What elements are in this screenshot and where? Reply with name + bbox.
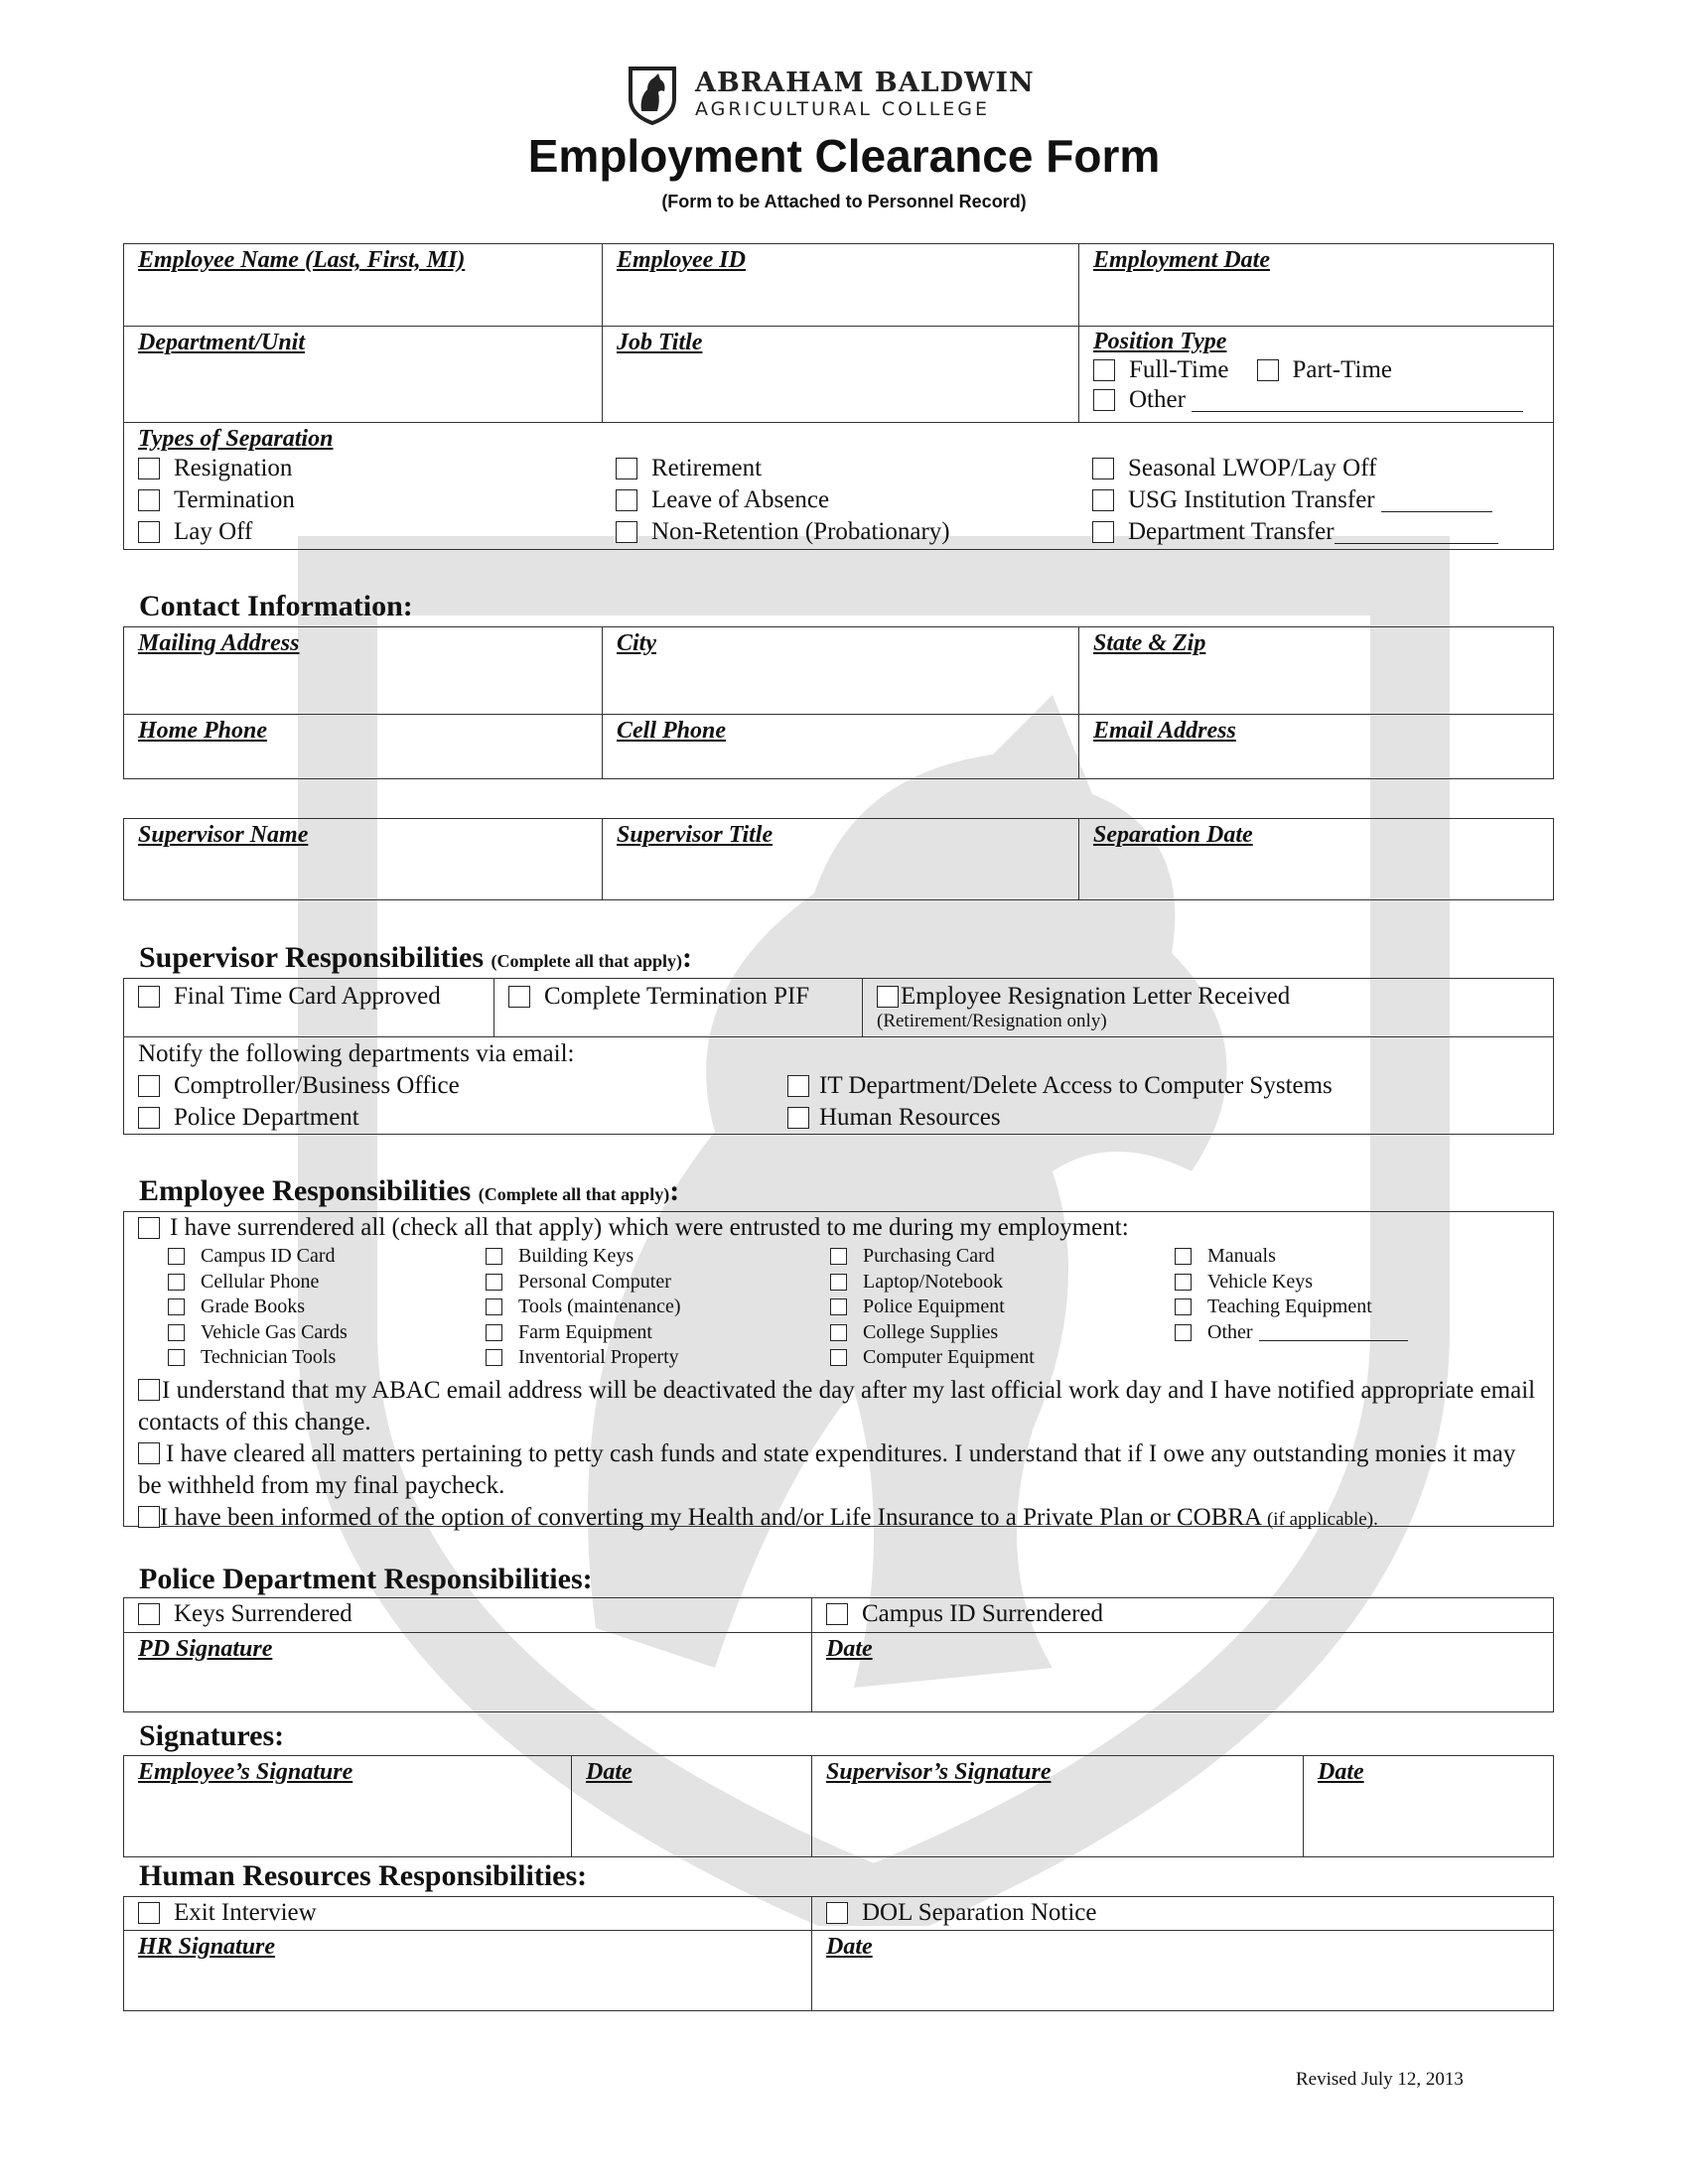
item-label: Personal Computer — [518, 1270, 671, 1293]
supervisor-title-field[interactable] — [602, 819, 1078, 899]
supervisor-sig-date-field[interactable] — [1303, 1756, 1553, 1856]
termination-pif-label: Complete Termination PIF — [544, 983, 810, 1010]
item-checkbox[interactable] — [168, 1248, 185, 1265]
employment-date-label: Employment Date — [1093, 247, 1270, 273]
surrender-item[interactable] — [168, 1295, 486, 1320]
state-zip-label: State & Zip — [1093, 630, 1206, 656]
surrender-item[interactable] — [830, 1295, 1175, 1320]
item-label: Other — [1207, 1320, 1253, 1343]
surrendered-checkbox[interactable] — [138, 1217, 160, 1239]
surrendered-option[interactable] — [138, 1212, 1539, 1244]
surrender-item[interactable] — [168, 1345, 486, 1371]
item-checkbox[interactable] — [486, 1324, 502, 1341]
resignation-label: Resignation — [174, 455, 293, 481]
item-checkbox[interactable] — [1175, 1298, 1192, 1315]
dol-notice-label: DOL Separation Notice — [862, 1899, 1097, 1926]
cell-phone-label: Cell Phone — [617, 718, 727, 744]
campus-id-surrendered-option[interactable] — [826, 1598, 1539, 1630]
home-phone-field[interactable] — [124, 715, 602, 778]
separation-option[interactable] — [1092, 516, 1539, 548]
item-label: Laptop/Notebook — [863, 1270, 1004, 1293]
item-checkbox[interactable] — [168, 1349, 185, 1366]
non-retention-label: Non-Retention (Probationary) — [651, 518, 950, 545]
supervisor-name-field[interactable] — [124, 819, 602, 899]
resignation-letter-checkbox[interactable] — [877, 986, 899, 1008]
employee-resp-heading — [139, 1174, 679, 1208]
employee-id-label: Employee ID — [617, 247, 746, 273]
hr-date-field[interactable] — [811, 1931, 1553, 2010]
comptroller-checkbox[interactable] — [138, 1075, 160, 1097]
surrender-item[interactable] — [168, 1320, 486, 1346]
email-deactivation-statement[interactable] — [138, 1375, 1539, 1438]
hr-signature-label: HR Signature — [138, 1934, 276, 1960]
separation-date-label: Separation Date — [1093, 822, 1253, 848]
final-time-card-checkbox[interactable] — [138, 986, 160, 1008]
keys-surrendered-option[interactable] — [138, 1598, 797, 1630]
retirement-label: Retirement — [651, 455, 763, 481]
supervisor-name-label: Supervisor Name — [138, 822, 309, 848]
supervisor-resp-table — [123, 978, 1554, 1135]
other-position-blank[interactable] — [1192, 388, 1523, 412]
resignation-letter-label: Employee Resignation Letter Received — [901, 983, 1291, 1010]
exit-interview-checkbox[interactable] — [138, 1902, 160, 1924]
item-checkbox[interactable] — [168, 1298, 185, 1315]
job-title-label: Job Title — [617, 330, 703, 355]
exit-interview-label: Exit Interview — [174, 1899, 317, 1926]
item-checkbox[interactable] — [830, 1349, 847, 1366]
employee-resp-colon: : — [669, 1174, 680, 1207]
item-checkbox[interactable] — [830, 1248, 847, 1265]
notify-it-option[interactable] — [787, 1070, 1539, 1102]
surrendered-text: I have surrendered all (check all that apply) which were entrusted to me during my employment: — [170, 1214, 1129, 1241]
other-item-blank[interactable] — [1259, 1323, 1408, 1341]
contact-heading: Contact Information: — [139, 590, 413, 622]
separation-option[interactable] — [138, 516, 616, 548]
surrender-item[interactable] — [486, 1345, 830, 1371]
item-checkbox[interactable] — [486, 1274, 502, 1291]
signatures-heading: Signatures: — [139, 1719, 285, 1752]
department-label: Department/Unit — [138, 330, 306, 355]
department-transfer-label: Department Transfer — [1128, 518, 1335, 545]
employee-resp-title: Employee Responsibilities — [139, 1174, 472, 1207]
employee-resp-table — [123, 1211, 1554, 1531]
insurance-note: (if applicable). — [1266, 1508, 1378, 1530]
pd-signature-label: PD Signature — [138, 1636, 273, 1662]
item-label: Police Equipment — [863, 1296, 1005, 1317]
department-transfer-checkbox[interactable] — [1092, 521, 1114, 543]
item-checkbox[interactable] — [486, 1298, 502, 1315]
notify-police-option[interactable] — [138, 1102, 787, 1134]
termination-pif-checkbox[interactable] — [508, 986, 530, 1008]
supervisor-signature-field[interactable] — [811, 1756, 1303, 1856]
separation-option[interactable] — [1092, 484, 1539, 516]
supervisor-resp-colon: : — [682, 941, 693, 974]
leave-of-absence-checkbox[interactable] — [616, 489, 637, 511]
leave-of-absence-label: Leave of Absence — [651, 486, 830, 513]
notify-departments-text: Notify the following departments via email: — [138, 1040, 575, 1067]
final-time-card-option[interactable] — [138, 981, 480, 1013]
non-retention-checkbox[interactable] — [616, 521, 637, 543]
item-checkbox[interactable] — [1175, 1274, 1192, 1291]
police-notify-checkbox[interactable] — [138, 1107, 160, 1129]
separation-types-group — [138, 425, 1539, 547]
notify-comptroller-option[interactable] — [138, 1070, 787, 1102]
exit-interview-option[interactable] — [138, 1897, 797, 1929]
logo-college-subtitle: AGRICULTURAL COLLEGE — [695, 98, 991, 120]
state-zip-field[interactable] — [1078, 627, 1553, 714]
supervisor-resp-title: Supervisor Responsibilities — [139, 941, 485, 974]
item-label: Campus ID Card — [201, 1245, 336, 1267]
separation-option[interactable] — [138, 453, 616, 484]
contact-info-table — [123, 626, 1554, 779]
usg-transfer-checkbox[interactable] — [1092, 489, 1114, 511]
employee-id-field[interactable] — [602, 244, 1078, 326]
item-checkbox[interactable] — [1175, 1324, 1192, 1341]
termination-label: Termination — [174, 486, 295, 513]
insurance-statement[interactable] — [138, 1502, 1539, 1536]
insurance-checkbox[interactable] — [138, 1506, 160, 1528]
horse-shield-icon — [628, 66, 677, 125]
other-position-label: Other — [1129, 386, 1186, 413]
hr-notify-label: Human Resources — [819, 1104, 1001, 1131]
pd-date-field[interactable] — [811, 1633, 1553, 1711]
full-time-label: Full-Time — [1129, 356, 1229, 383]
surrender-item[interactable] — [830, 1320, 1175, 1346]
keys-surrendered-label: Keys Surrendered — [174, 1600, 352, 1627]
department-field[interactable] — [124, 327, 602, 422]
item-checkbox[interactable] — [1175, 1248, 1192, 1265]
pd-signature-field[interactable] — [124, 1633, 811, 1711]
resignation-checkbox[interactable] — [138, 458, 160, 479]
cell-phone-field[interactable] — [602, 715, 1078, 778]
it-dept-checkbox[interactable] — [787, 1075, 809, 1097]
supervisor-sig-date-label: Date — [1318, 1759, 1364, 1785]
hr-signature-field[interactable] — [124, 1931, 811, 2010]
hr-date-label: Date — [826, 1934, 873, 1960]
item-label: Farm Equipment — [518, 1320, 652, 1343]
campus-id-surrendered-checkbox[interactable] — [826, 1603, 848, 1625]
item-label: Teaching Equipment — [1207, 1296, 1372, 1317]
part-time-label: Part-Time — [1292, 356, 1392, 383]
surrender-item[interactable] — [168, 1244, 486, 1270]
hr-resp-heading: Human Resources Responsibilities: — [139, 1859, 588, 1892]
supervisor-title-label: Supervisor Title — [617, 822, 774, 848]
item-checkbox[interactable] — [168, 1324, 185, 1341]
separation-date-field[interactable] — [1078, 819, 1553, 899]
petty-cash-checkbox[interactable] — [138, 1442, 160, 1464]
position-type-label: Position Type — [1093, 329, 1227, 354]
surrender-item[interactable] — [1175, 1295, 1519, 1320]
hr-notify-checkbox[interactable] — [787, 1107, 809, 1129]
surrender-item[interactable] — [486, 1244, 830, 1270]
termination-checkbox[interactable] — [138, 489, 160, 511]
position-type-group — [1078, 327, 1553, 422]
separation-types-label: Types of Separation — [138, 426, 334, 452]
mailing-address-field[interactable] — [124, 627, 602, 714]
item-checkbox[interactable] — [486, 1248, 502, 1265]
revised-date: Revised July 12, 2013 — [1296, 2069, 1464, 2090]
surrender-item[interactable] — [1175, 1244, 1519, 1270]
employee-signature-label: Employee’s Signature — [138, 1759, 353, 1785]
employment-date-field[interactable] — [1078, 244, 1553, 326]
surrender-item[interactable] — [486, 1270, 830, 1296]
usg-transfer-blank[interactable] — [1381, 488, 1492, 512]
separation-option[interactable] — [616, 516, 1092, 548]
seasonal-lwop-label: Seasonal LWOP/Lay Off — [1128, 455, 1377, 481]
form-subtitle: (Form to be Attached to Personnel Record) — [661, 192, 1027, 211]
form-title: Employment Clearance Form — [527, 130, 1161, 182]
petty-cash-text: I have cleared all matters pertaining to petty cash funds and state expenditures. I understand that if I owe any outstanding monies it may be withheld from my final paycheck. — [138, 1439, 1516, 1499]
keys-surrendered-checkbox[interactable] — [138, 1603, 160, 1625]
termination-pif-option[interactable] — [508, 981, 848, 1013]
item-label: Building Keys — [518, 1245, 634, 1267]
lay-off-checkbox[interactable] — [138, 521, 160, 543]
surrender-item[interactable] — [1175, 1320, 1519, 1346]
usg-transfer-label: USG Institution Transfer — [1128, 486, 1375, 513]
city-label: City — [617, 630, 656, 656]
item-label: Purchasing Card — [863, 1245, 995, 1267]
item-label: Grade Books — [201, 1296, 305, 1317]
supervisor-signature-label: Supervisor’s Signature — [826, 1759, 1052, 1785]
comptroller-label: Comptroller/Business Office — [174, 1072, 460, 1099]
notify-hr-option[interactable] — [787, 1102, 1539, 1134]
campus-id-surrendered-label: Campus ID Surrendered — [862, 1600, 1103, 1627]
item-label: Vehicle Keys — [1207, 1270, 1314, 1293]
dol-notice-checkbox[interactable] — [826, 1902, 848, 1924]
city-field[interactable] — [602, 627, 1078, 714]
final-time-card-label: Final Time Card Approved — [174, 983, 441, 1010]
college-logo — [628, 66, 1064, 127]
employee-name-label: Employee Name (Last, First, MI) — [138, 247, 466, 273]
surrender-item[interactable] — [486, 1295, 830, 1320]
item-label: Computer Equipment — [863, 1346, 1035, 1368]
item-checkbox[interactable] — [830, 1324, 847, 1341]
police-notify-label: Police Department — [174, 1104, 359, 1131]
item-checkbox[interactable] — [830, 1298, 847, 1315]
resignation-letter-note: (Retirement/Resignation only) — [877, 1011, 1107, 1031]
email-address-field[interactable] — [1078, 715, 1553, 778]
separation-option[interactable] — [616, 484, 1092, 516]
lay-off-label: Lay Off — [174, 518, 253, 545]
supervisor-info-table — [123, 818, 1554, 900]
item-checkbox[interactable] — [830, 1274, 847, 1291]
item-checkbox[interactable] — [168, 1274, 185, 1291]
employee-signature-field[interactable] — [124, 1756, 571, 1856]
supervisor-resp-note: (Complete all that apply) — [491, 951, 683, 971]
employee-sig-date-field[interactable] — [571, 1756, 811, 1856]
police-resp-table — [123, 1597, 1554, 1712]
hr-resp-table — [123, 1896, 1554, 2011]
seasonal-lwop-checkbox[interactable] — [1092, 458, 1114, 479]
police-resp-heading: Police Department Responsibilities: — [139, 1563, 593, 1595]
pd-date-label: Date — [826, 1636, 873, 1662]
separation-option[interactable] — [1092, 453, 1539, 484]
full-time-checkbox[interactable] — [1093, 359, 1115, 381]
item-label: Manuals — [1207, 1245, 1276, 1267]
item-checkbox[interactable] — [486, 1349, 502, 1366]
logo-college-name: ABRAHAM BALDWIN — [695, 68, 1035, 98]
email-deactivation-text: I understand that my ABAC email address will be deactivated the day after my last official work day and I have notified appropriate email contacts of this change. — [138, 1376, 1536, 1435]
supervisor-resp-heading — [139, 941, 692, 975]
employee-info-table — [123, 243, 1554, 550]
it-dept-label: IT Department/Delete Access to Computer Systems — [819, 1072, 1333, 1099]
mailing-address-label: Mailing Address — [138, 630, 300, 656]
item-label: College Supplies — [863, 1320, 999, 1343]
email-deactivation-checkbox[interactable] — [138, 1379, 160, 1401]
surrender-item[interactable] — [830, 1244, 1175, 1270]
job-title-field[interactable] — [602, 327, 1078, 422]
item-label: Inventorial Property — [518, 1346, 679, 1368]
item-label: Tools (maintenance) — [518, 1296, 681, 1317]
item-label: Technician Tools — [201, 1346, 337, 1368]
surrender-item[interactable] — [830, 1270, 1175, 1296]
email-address-label: Email Address — [1093, 718, 1236, 744]
insurance-text: I have been informed of the option of converting my Health and/or Life Insurance to a Private Plan or COBRA — [160, 1503, 1261, 1531]
separation-option[interactable] — [138, 484, 616, 516]
resignation-letter-option[interactable] — [877, 981, 1539, 1013]
petty-cash-statement[interactable] — [138, 1438, 1539, 1502]
item-label: Vehicle Gas Cards — [201, 1320, 348, 1343]
item-label: Cellular Phone — [201, 1270, 320, 1293]
separation-option[interactable] — [616, 453, 1092, 484]
surrender-item[interactable] — [168, 1270, 486, 1296]
employee-name-field[interactable] — [124, 244, 602, 326]
dol-notice-option[interactable] — [826, 1897, 1539, 1929]
surrendered-items-grid — [138, 1244, 1539, 1371]
surrender-item[interactable] — [830, 1345, 1175, 1371]
retirement-checkbox[interactable] — [616, 458, 637, 479]
employee-resp-note: (Complete all that apply) — [478, 1184, 670, 1204]
other-position-checkbox[interactable] — [1093, 389, 1115, 411]
home-phone-label: Home Phone — [138, 718, 267, 744]
surrender-item[interactable] — [1175, 1270, 1519, 1296]
signatures-table — [123, 1755, 1554, 1857]
department-transfer-blank[interactable] — [1335, 520, 1498, 544]
surrender-item[interactable] — [486, 1320, 830, 1346]
part-time-checkbox[interactable] — [1257, 359, 1279, 381]
employee-sig-date-label: Date — [586, 1759, 633, 1785]
